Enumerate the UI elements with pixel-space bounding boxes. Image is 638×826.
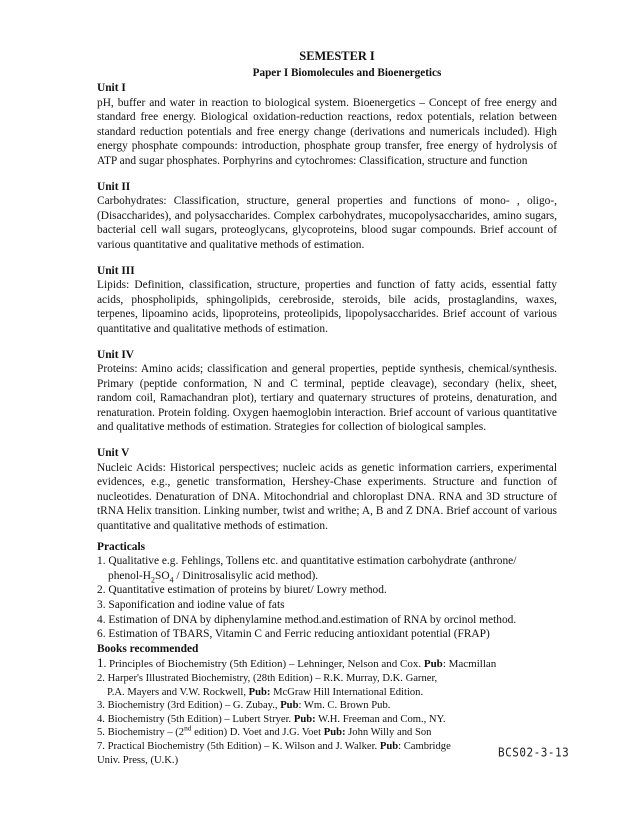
books-heading: Books recommended xyxy=(97,642,199,655)
unit-2-heading: Unit II xyxy=(97,180,131,193)
semester-title: SEMESTER I xyxy=(299,49,375,63)
practicals-list xyxy=(97,554,557,642)
book-item: 5. Biochemistry – (2nd edition) D. Voet and J.G. Voet Pub: John Willy and Son xyxy=(97,723,432,739)
practical-item: 3. Saponification and iodine value of fats xyxy=(97,599,285,611)
book-item: Univ. Press, (U.K.) xyxy=(97,754,179,766)
practical-item: 4. Estimation of DNA by diphenylamine method.and.estimation of RNA by orcinol method. xyxy=(97,613,517,626)
unit-4-text: Proteins: Amino acids; classification and general properties, peptide synthesis, chemical/synthesis. Primary (peptide conformation, N and C terminal, peptide cleavage), secondary (helix, sheet, random coil, Ramachandran plot), tertiary and quaternary structures of proteins, denaturation, and renaturation. Protein folding. Oxygen haemoglobin interaction. Brief account of various quantitative and qualitative methods of estimation. Strategies for collection of biological samples. xyxy=(97,363,557,434)
book-item: 7. Practical Biochemistry (5th Edition) – K. Wilson and J. Walker. Pub: Cambridge xyxy=(97,740,451,752)
books-list xyxy=(97,656,557,767)
unit-1-text: pH, buffer and water in reaction to biological system. Bioenergetics – Concept of free energy and standard free energy. Biological oxidation-reduction reactions, redox potentials, relation between standard reduction potentials and free energy change (derivations and numericals included). High energy phosphate compounds: introduction, phosphate group transfer, free energy of hydrolysis of ATP and sugar phosphates. Porphyrins and cytochromes: Classification, structure and function xyxy=(97,96,557,167)
practical-item: 6. Estimation of TBARS, Vitamin C and Ferric reducing antioxidant potential (FRAP) xyxy=(97,628,490,641)
unit-3-heading: Unit III xyxy=(97,264,135,277)
unit-1-heading: Unit I xyxy=(97,82,126,94)
unit-3-text: Lipids: Definition, classification, structure, properties and function of fatty acids, essential fatty acids, phospholipids, sphingolipids, cerebroside, steroids, bile acids, prostaglandins, waxes, terpenes, lipoamino acids, lipoproteins, proteolipids, lipopolysaccharides. Brief account of various quantitative and qualitative methods of estimation. xyxy=(97,279,557,335)
book-item: 2. Harper's Illustrated Biochemistry, (28th Edition) – R.K. Murray, D.K. Garner, P.A. Mayers and V.W. Rockwell, Pub: McGraw Hill International Edition. xyxy=(97,672,438,698)
book-item: 1. Principles of Biochemistry (5th Edition) – Lehninger, Nelson and Cox. Pub: Macmillan xyxy=(97,655,497,671)
unit-5-text: Nucleic Acids: Historical perspectives; nucleic acids as genetic information carriers, experimental evidences, e.g., genetic transformation, Hershey-Chase experiments. Structure and function of nucleotides. Denaturation of DNA. Mitochondrial and chloroplast DNA. RNA and 3D structure of tRNA Helix transition. Linking number, twist and writhe; A, B and Z DNA. Brief account of various quantitative and qualitative methods of estimation. xyxy=(97,461,557,533)
book-item: 3. Biochemistry (3rd Edition) – G. Zubay., Pub: Wm. C. Brown Pub. xyxy=(97,700,391,712)
paper-subtitle: Paper I Biomolecules and Bioenergetics xyxy=(252,67,442,79)
practical-item: 2. Quantitative estimation of proteins by biuret/ Lowry method. xyxy=(97,584,387,597)
unit-4-heading: Unit IV xyxy=(97,348,135,361)
document-page xyxy=(97,49,557,767)
book-item: 4. Biochemistry (5th Edition) – Lubert Stryer. Pub: W.H. Freeman and Com., NY. xyxy=(97,713,446,725)
unit-2-text: Carbohydrates: Classification, structure, general properties and functions of mono- , oligo-, (Disaccharides), and polysaccharides. Complex carbohydrates, mucopolysaccharides, amino sugars, bacterial cell wall sugars, proteoglycans, glycoproteins, blood sugar compounds. Brief account of various quantitative and qualitative methods of estimation. xyxy=(97,195,557,251)
practical-item: 1. Qualitative e.g. Fehlings, Tollens etc. and quantitative estimation carbohydrate (anthrone/ phenol-$H_2SO_4$ / Dinitrosalisylic acid method). xyxy=(97,555,517,585)
unit-5-heading: Unit V xyxy=(97,447,130,460)
practicals-heading: Practicals xyxy=(97,540,146,553)
page-code: BCS02-3-13 xyxy=(498,745,570,760)
